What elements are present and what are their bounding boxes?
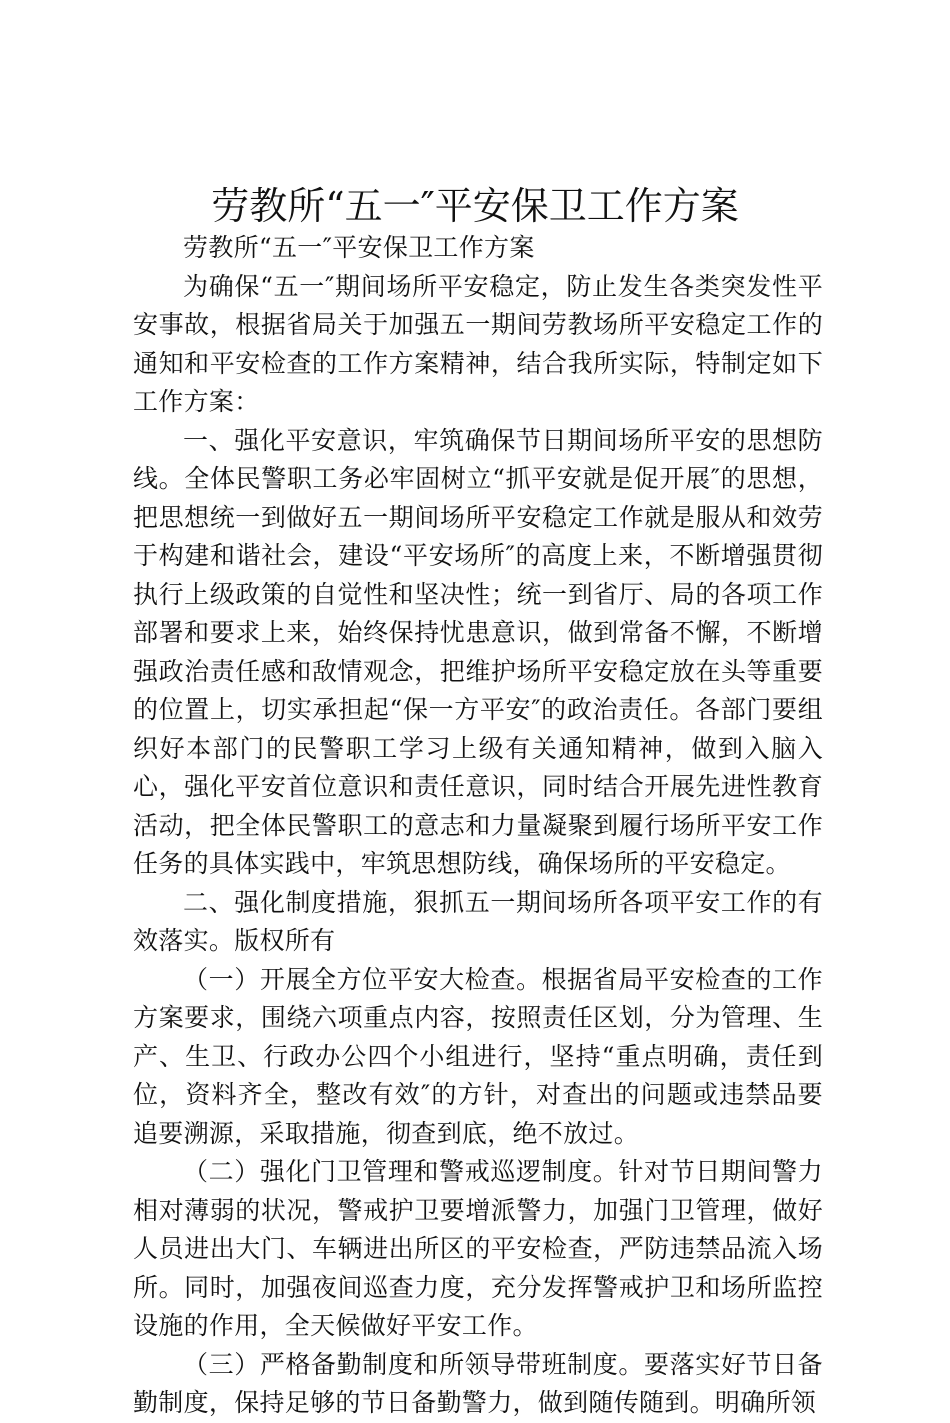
- intro-paragraph: 为确保“五一″期间场所平安稳定，防止发生各类突发性平安事故，根据省局关于加强五一期间劳教场所平安稳定工作的通知和平安检查的工作方案精神，结合我所实际，特制定如下工作方案：: [133, 271, 823, 416]
- section-2-heading-paragraph: 二、强化制度措施，狠抓五一期间场所各项平安工作的有效落实。版权所有: [133, 887, 823, 955]
- section-1-paragraph: 一、强化平安意识，牢筑确保节日期间场所平安的思想防线。全体民警职工务必牢固树立“抓平安就是促开展″的思想，把思想统一到做好五一期间场所平安稳定工作就是服从和效劳于构建和谐社会，建设“平安场所″的高度上来，不断增强贯彻执行上级政策的自觉性和坚决性；统一到省厅、局的各项工作部署和要求上来，始终保持忧患意识，做到常备不懈，不断增强政治责任感和敌情观念，把维护场所平安稳定放在头等重要的位置上，切实承担起“保一方平安″的政治责任。各部门要组织好本部门的民警职工学习上级有关通知精神，做到入脑入心，强化平安首位意识和责任意识，同时结合开展先进性教育活动，把全体民警职工的意志和力量凝聚到履行场所平安工作任务的具体实践中，牢筑思想防线，确保场所的平安稳定。: [133, 425, 823, 878]
- document-title: 劳教所“五一″平安保卫工作方案: [211, 184, 739, 228]
- item-3-paragraph: （三）严格备勤制度和所领导带班制度。要落实好节日备勤制度，保持足够的节日备勤警力，做到随传随到。明确所领: [133, 1349, 823, 1417]
- item-1-paragraph: （一）开展全方位平安大检查。根据省局平安检查的工作方案要求，围绕六项重点内容，按照责任区划，分为管理、生产、生卫、行政办公四个小组进行，坚持“重点明确，责任到位，资料齐全，整改有效″的方针，对查出的问题或违禁品要追要溯源，采取措施，彻查到底，绝不放过。: [133, 964, 823, 1148]
- subtitle-paragraph: 劳教所“五一″平安保卫工作方案: [183, 233, 535, 262]
- document-body: [133, 229, 823, 1423]
- item-2-paragraph: （二）强化门卫管理和警戒巡逻制度。针对节日期间警力相对薄弱的状况，警戒护卫要增派警力，加强门卫管理，做好人员进出大门、车辆进出所区的平安检查，严防违禁品流入场所。同时，加强夜间巡查力度，充分发挥警戒护卫和场所监控设施的作用，全天候做好平安工作。: [133, 1157, 823, 1340]
